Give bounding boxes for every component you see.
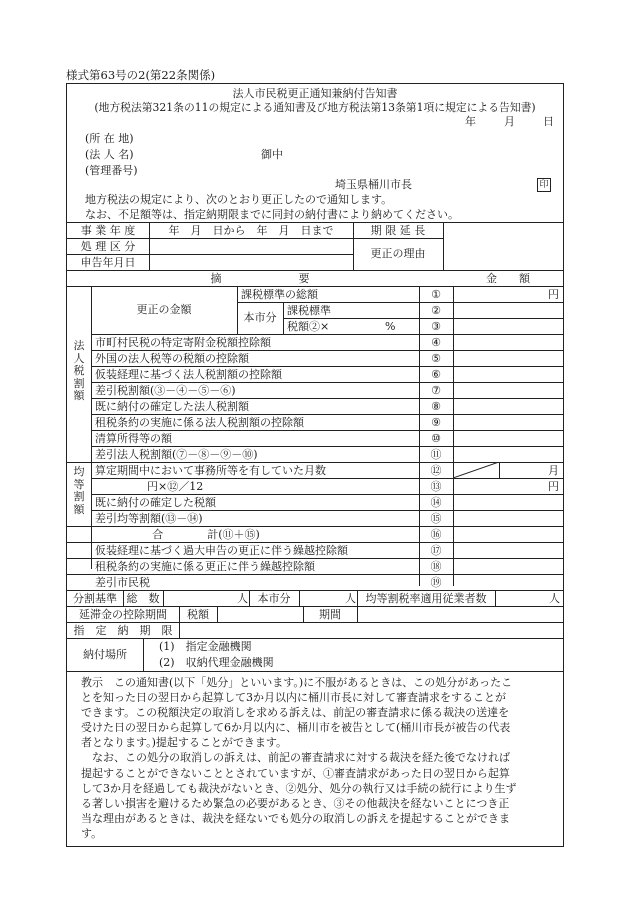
row-10-label: 清算所得等の額	[95, 432, 172, 445]
honorific: 御中	[261, 148, 283, 161]
row-11-num: ⑪	[430, 448, 442, 461]
row-5-num: ⑤	[431, 352, 441, 365]
row-6-num: ⑥	[431, 368, 441, 381]
row-12-month: 月	[548, 464, 559, 477]
row-9-label: 租税条約の実施に係る法人税割額の控除額	[95, 416, 304, 429]
instruction-line: 提起することができないこととされていますが、①審査請求があった日の翌日から起算	[81, 766, 510, 780]
payment-place-label: 納付場所	[83, 648, 127, 661]
row-14-num: ⑭	[430, 496, 442, 509]
fiscal-year-label: 事 業 年 度	[80, 224, 136, 237]
row-6-label: 仮装経理に基づく法人税割額の控除額	[95, 368, 282, 381]
row-19-num: ⑲	[430, 576, 442, 589]
row-9-num: ⑨	[431, 416, 441, 429]
instruction-line: 教示 この通知書(以下「処分」といいます。)に不服があるときは、この処分があったこ	[81, 676, 513, 689]
row-3-percent: %	[385, 320, 396, 333]
corrected-amount-label: 更正の金額	[136, 303, 192, 316]
due-date-label: 指 定 納 期 限	[73, 624, 173, 637]
row-1-yen: 円	[548, 288, 559, 301]
correction-reason-label: 更正の理由	[370, 247, 426, 260]
row-3-label: 税額②×	[287, 320, 330, 333]
fiscal-period: 年 月 日から 年 月 日まで	[168, 224, 334, 237]
instruction-line: す。	[81, 826, 103, 840]
instruction-line: なお、この処分の取消しの訴えは、前記の審査請求に対する裁決を経た後でなければ	[92, 751, 510, 765]
instruction-line: 当な理由があるときは、裁決を経ないでも処分の取消しの訴えを提起することができま	[81, 811, 510, 825]
row-12-num: ⑫	[430, 464, 442, 477]
row-8-num: ⑧	[431, 400, 441, 413]
address-label: (所 在 地)	[85, 132, 134, 145]
row-14-label: 既に納付の確定した税額	[95, 496, 216, 509]
row-13-label: 円×⑫／12	[147, 480, 204, 493]
row-16-label: 合 計(⑪＋⑮)	[152, 528, 260, 541]
form-title: 法人市民税更正通知兼納付告知書	[232, 87, 398, 100]
city-person-unit: 人	[345, 592, 356, 605]
row-10-num: ⑩	[431, 432, 441, 445]
mgmt-number-label: (管理番号)	[85, 164, 138, 177]
form-number: 様式第63号の2(第22条関係)	[66, 68, 216, 82]
notice-line-1: 地方税法の規定により、次のとおり更正したので通知します。	[85, 193, 393, 206]
filing-date-label: 申告年月日	[80, 256, 136, 269]
row-1-label: 課税標準の総額	[241, 288, 318, 301]
notice-line-2: なお、不足額等は、指定納期限までに同封の納付書により納めてください。	[85, 208, 459, 221]
total-count-label: 総 数	[126, 592, 160, 605]
summary-header: 摘 要	[210, 272, 310, 285]
seal-mark: 印	[537, 178, 551, 192]
late-fee-tax-label: 税額	[187, 608, 209, 621]
employee-count-label: 均等割税率適用従業者数	[365, 592, 487, 605]
instruction-text	[81, 675, 551, 841]
instruction-line: る著しい損害を避けるため緊急の必要があるとき、③その他裁決を経ないことにつき正	[81, 796, 510, 810]
row-15-label: 差引均等割額(⑬－⑭)	[95, 512, 203, 525]
city-portion-label: 本市分	[243, 311, 277, 324]
late-fee-term-label: 期間	[319, 608, 341, 621]
row-4-num: ④	[431, 336, 441, 349]
city-portion-count-label: 本市分	[257, 592, 291, 605]
corp-name-label: (法 人 名)	[85, 148, 134, 161]
row-7-label: 差引税割額(③－④－⑤－⑥)	[95, 384, 236, 397]
issuer-name: 埼玉県桶川市長	[335, 178, 412, 191]
instruction-line: できます。この税額決定の取消しを求める訴えは、前記の審査請求に係る裁決の送達を	[81, 706, 510, 720]
employee-person-unit: 人	[549, 592, 560, 605]
row-18-label: 租税条約の実施に係る更正に伴う繰越控除額	[95, 560, 315, 573]
total-person-unit: 人	[237, 592, 248, 605]
equal-tax-section-label: 均 等 割 額	[73, 465, 85, 516]
instruction-line: して3か月を経過しても裁決がないとき、②処分、処分の執行又は手続の続行により生ず	[81, 781, 517, 795]
deadline-extension-label: 期 限 延 長	[370, 224, 426, 237]
row-2-label: 課税標準	[287, 304, 331, 317]
row-18-num: ⑱	[430, 560, 442, 573]
row-13-yen: 円	[548, 480, 559, 493]
amount-header: 金 額	[486, 272, 530, 285]
row-13-num: ⑬	[430, 480, 442, 493]
row-7-num: ⑦	[431, 384, 441, 397]
instruction-line: 者となります。)提起することができます。	[81, 736, 288, 750]
row-3-num: ③	[431, 320, 441, 333]
processing-category-label: 処 理 区 分	[80, 240, 136, 253]
row-17-num: ⑰	[430, 544, 442, 557]
row-4-label: 市町村民税の特定寄附金税額控除額	[95, 336, 271, 349]
corp-tax-section-label: 法 人 税 割 額	[73, 339, 85, 402]
date-year: 年	[465, 115, 476, 128]
instruction-line: とを知った日の翌日から起算して3か月以内に桶川市長に対して審査請求をすることが	[81, 691, 506, 705]
date-day: 日	[543, 115, 554, 128]
row-1-num: ①	[431, 288, 441, 301]
instruction-line: 受けた日の翌日から起算して6か月以内に、桶川市を被告として(桶川市長が被告の代表	[81, 721, 511, 735]
date-month: 月	[504, 115, 515, 128]
row-19-label: 差引市民税	[95, 576, 150, 589]
designated-bank: (1) 指定金融機関	[159, 640, 252, 653]
row-16-num: ⑯	[430, 528, 442, 541]
agent-bank: (2) 収納代理金融機関	[159, 656, 274, 669]
row-12-label: 算定期間中において事務所等を有していた月数	[95, 464, 326, 477]
row-2-num: ②	[431, 304, 441, 317]
row-15-num: ⑮	[430, 512, 442, 525]
row-11-label: 差引法人税割額(⑦－⑧－⑨－⑩)	[95, 448, 258, 461]
form-subtitle: (地方税法第321条の11の規定による通知書及び地方税法第13条第1項に規定による告知書)	[94, 101, 536, 114]
tax-notice-form	[66, 83, 564, 847]
late-fee-period-label: 延滞金の控除期間	[79, 608, 167, 621]
row-17-label: 仮装経理に基づく過大申告の更正に伴う繰越控除額	[95, 544, 348, 557]
split-basis-label: 分割基準	[73, 592, 117, 605]
row-5-label: 外国の法人税等の税額の控除額	[95, 352, 249, 365]
row-8-label: 既に納付の確定した法人税割額	[95, 400, 249, 413]
